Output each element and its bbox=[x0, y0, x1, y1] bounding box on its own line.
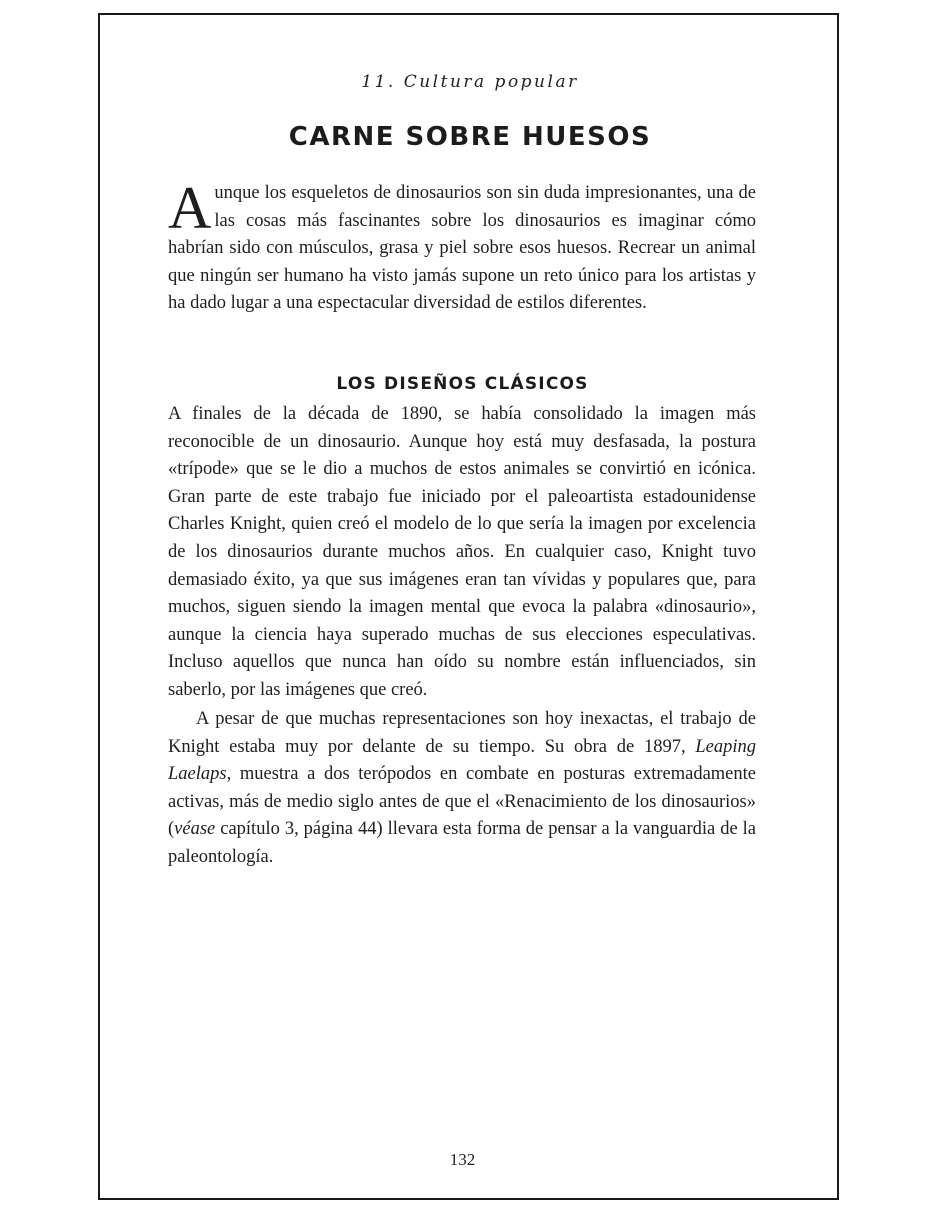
body-paragraph-1 bbox=[168, 401, 756, 705]
paragraph-1-text: A finales de la década de 1890, se había consolidado la imagen más reconocible de un dinosaurio. Aunque hoy está muy desfasada, la postura «trípode» que se le dio a muchos de estos animales se convirtió en icónica. Gran parte de este trabajo fue iniciado por el paleoartista estadounidense Charles Knight, quien creó el modelo de lo que sería la imagen por excelencia de los dinosaurios durante muchos años. En cualquier caso, Knight tuvo demasiado éxito, ya que sus imágenes eran tan vívidas y populares que, para muchos, siguen siendo la imagen mental que evoca la palabra «dinosaurio», aunque la ciencia haya superado muchas de sus elecciones especulativas. Incluso aquellos que nunca han oído su nombre están influenciados, sin saberlo, por las imágenes que creó. bbox=[168, 404, 756, 700]
intro-paragraph bbox=[168, 175, 756, 318]
section-heading: LOS DISEÑOS CLÁSICOS bbox=[336, 374, 589, 394]
paragraph-2-text-a: A pesar de que muchas representaciones son hoy inexactas, el trabajo de Knight estaba muy por delante de su tiempo. Su obra de 1897, bbox=[168, 709, 756, 757]
page-number: 132 bbox=[449, 1150, 476, 1169]
paragraph-2-text-b: , muestra a dos terópodos en combate en posturas extremadamente activas, más de medio siglo antes de que el «Renacimiento de los dinosaurios» ( bbox=[168, 764, 756, 840]
paragraph-2-text-c: capítulo 3, página 44) llevara esta forma de pensar a la vanguardia de la paleontología. bbox=[168, 819, 756, 867]
drop-cap: A bbox=[168, 175, 212, 241]
intro-text: unque los esqueletos de dinosaurios son sin duda impresionantes, una de las cosas más fascinantes sobre los dinosaurios es imaginar cómo habrían sido con músculos, grasa y piel sobre esos huesos. Recrear un animal que ningún ser humano ha visto jamás supone un reto único para los artistas y ha dado lugar a una espectacular diversidad de estilos diferentes. bbox=[168, 183, 756, 314]
body-paragraph-2 bbox=[168, 706, 756, 872]
cross-reference-term: véase bbox=[174, 819, 216, 840]
chapter-title: CARNE SOBRE HUESOS bbox=[288, 122, 652, 152]
artwork-title: Leaping Laelaps bbox=[168, 736, 756, 785]
running-header: 11. Cultura popular bbox=[361, 72, 579, 92]
